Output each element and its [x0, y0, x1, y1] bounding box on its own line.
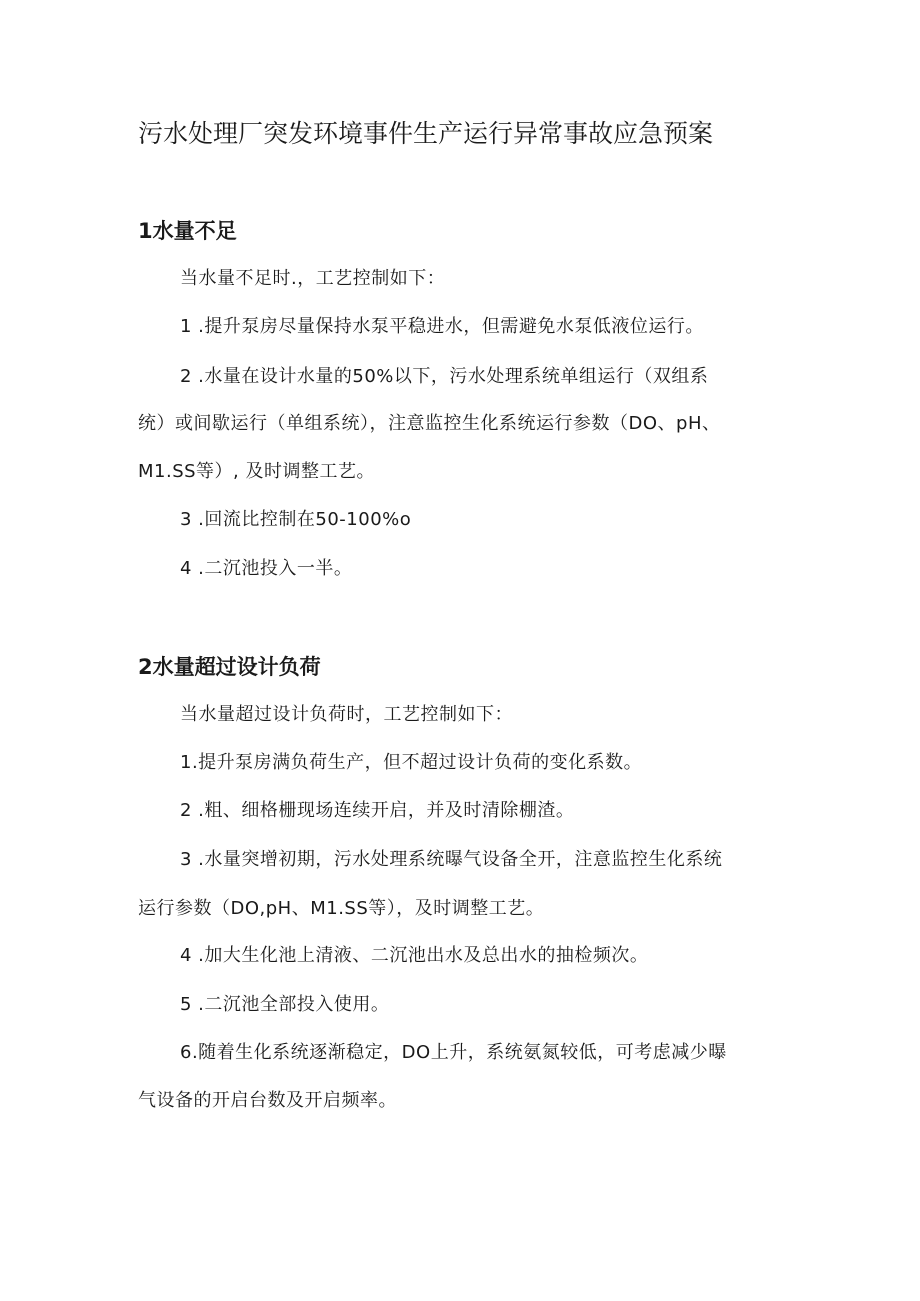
section-heading-1: 1水量不足: [138, 219, 237, 243]
section-2-item-3-cont: 运行参数（DO,pH、M1.SS等），及时调整工艺。: [138, 898, 545, 919]
section-2-item-2: 2 .粗、细格栅现场连续开启，并及时清除棚渣。: [180, 800, 575, 821]
document-title: 污水处理厂突发环境事件生产运行异常事故应急预案: [138, 119, 714, 148]
section-2-item-4: 4 .加大生化池上清液、二沉池出水及总出水的抽检频次。: [180, 945, 649, 966]
section-1-item-1: 1 .提升泵房尽量保持水泵平稳进水，但需避免水泵低液位运行。: [180, 316, 704, 337]
section-heading-2: 2水量超过设计负荷: [138, 655, 321, 679]
section-1-item-3: 3 .回流比控制在50-100%o: [180, 509, 412, 530]
section-1-item-4: 4 .二沉池投入一半。: [180, 558, 353, 579]
section-1-item-2-cont: 统）或间歇运行（单组系统），注意监控生化系统运行参数（DO、pH、: [138, 413, 721, 434]
section-2-item-3: 3 .水量突增初期，污水处理系统曝气设备全开，注意监控生化系统: [180, 849, 723, 870]
section-2-item-1: 1.提升泵房满负荷生产，但不超过设计负荷的变化系数。: [180, 752, 643, 773]
section-2-intro: 当水量超过设计负荷时，工艺控制如下：: [180, 704, 513, 725]
section-1-item-2-cont-2: M1.SS等）, 及时调整工艺。: [138, 461, 375, 482]
section-2-item-6: 6.随着生化系统逐渐稳定，DO上升，系统氨氮较低，可考虑减少曝: [180, 1042, 727, 1063]
section-2-item-5: 5 .二沉池全部投入使用。: [180, 994, 390, 1015]
section-1-item-2: 2 .水量在设计水量的50%以下，污水处理系统单组运行（双组系: [180, 366, 709, 387]
section-1-intro: 当水量不足时.，工艺控制如下：: [180, 268, 446, 289]
section-2-item-6-cont: 气设备的开启台数及开启频率。: [138, 1090, 397, 1111]
